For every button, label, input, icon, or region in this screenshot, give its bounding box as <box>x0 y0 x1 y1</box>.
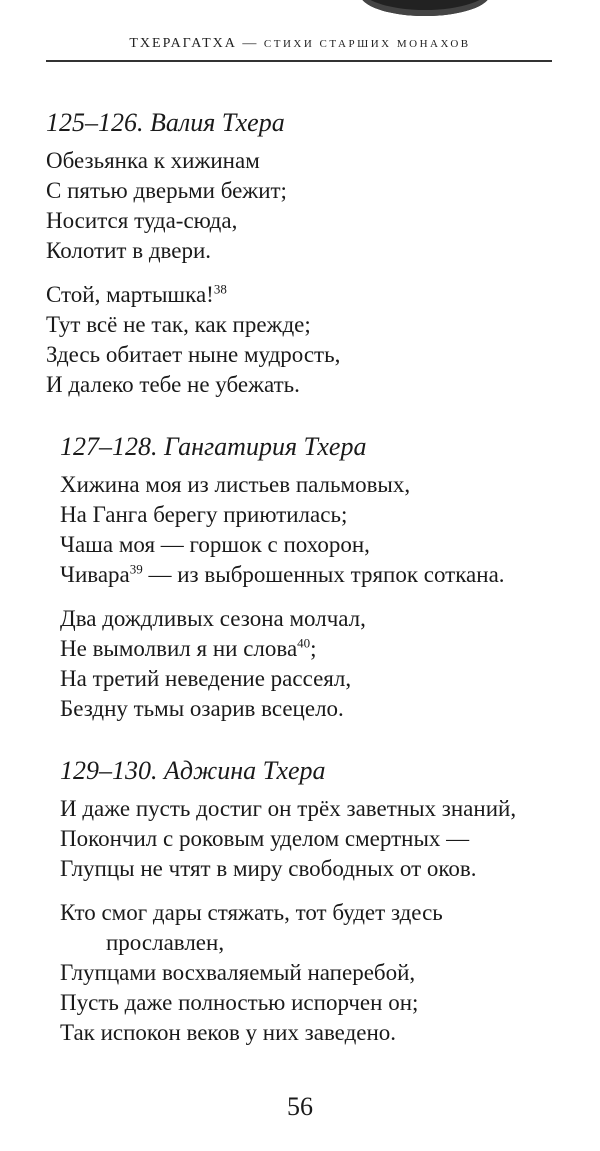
running-head-dash: — <box>242 36 259 51</box>
verse-line <box>60 560 566 590</box>
verse-line: Бездну тьмы озарив всецело. <box>60 696 344 721</box>
running-head-subtitle: СТИХИ СТАРШИХ МОНАХОВ <box>263 38 471 50</box>
stanza <box>46 146 566 266</box>
poem-title: 125–126. Валия Тхера <box>46 108 285 137</box>
verse-line: Здесь обитает ныне мудрость, <box>46 342 341 367</box>
poem-title: 127–128. Гангатирия Тхера <box>60 432 367 461</box>
page-number: 56 <box>287 1092 313 1121</box>
verse-line: Хижина моя из листьев пальмовых, <box>60 472 411 497</box>
verse-line: И далеко тебе не убежать. <box>46 372 300 397</box>
header-rule <box>46 60 552 62</box>
verse-line <box>60 634 566 664</box>
verse-line: Кто смог дары стяжать, тот будет здесь <box>60 900 443 925</box>
stanza <box>60 794 566 884</box>
verse-line: Так испокон веков у них заведено. <box>60 1020 397 1045</box>
verse-line: Носится туда-сюда, <box>46 208 238 233</box>
footnote-ref: 38 <box>213 281 227 297</box>
verse-text: ; <box>310 636 317 661</box>
running-head-title: ТХЕРАГАТХА <box>129 36 237 51</box>
verse-text: Чивара <box>60 562 130 587</box>
verse-line: Глупцы не чтят в миру свободных от оков. <box>60 856 477 881</box>
verse-line: Тут всё не так, как прежде; <box>46 312 311 337</box>
verse-line: На Ганга берегу приютилась; <box>60 502 348 527</box>
poem-title: 129–130. Аджина Тхера <box>60 756 326 785</box>
poem-125-126 <box>46 106 566 400</box>
footnote-ref: 39 <box>129 561 143 577</box>
poem-129-130 <box>46 754 566 1048</box>
verse-text: Не вымолвил я ни слова <box>60 636 298 661</box>
verse-text: Стой, мартышка! <box>46 282 214 307</box>
verse-text: — из выброшенных тряпок соткана. <box>142 562 505 587</box>
verse-line <box>46 280 566 310</box>
verse-line: На третий неведение рассеял, <box>60 666 352 691</box>
stanza <box>60 604 566 724</box>
stanza <box>60 898 566 1048</box>
page-body <box>46 106 566 1078</box>
footnote-ref: 40 <box>297 635 311 651</box>
verse-line: Глупцами восхваляемый наперебой, <box>60 960 416 985</box>
verse-line: И даже пусть достиг он трёх заветных знаний, <box>60 796 517 821</box>
stanza <box>46 280 566 400</box>
verse-line: Два дождливых сезона молчал, <box>60 606 366 631</box>
running-head <box>0 36 600 52</box>
verse-line: Пусть даже полностью испорчен он; <box>60 990 419 1015</box>
verse-line: Покончил с роковым уделом смертных — <box>60 826 470 851</box>
verse-line: Обезьянка к хижинам <box>46 148 260 173</box>
poem-127-128 <box>46 430 566 724</box>
verse-line: Колотит в двери. <box>46 238 212 263</box>
top-ornament <box>360 0 490 16</box>
verse-line: прославлен, <box>106 930 225 955</box>
verse-line: Чаша моя — горшок с похорон, <box>60 532 370 557</box>
stanza <box>60 470 566 590</box>
verse-line: С пятью дверьми бежит; <box>46 178 287 203</box>
